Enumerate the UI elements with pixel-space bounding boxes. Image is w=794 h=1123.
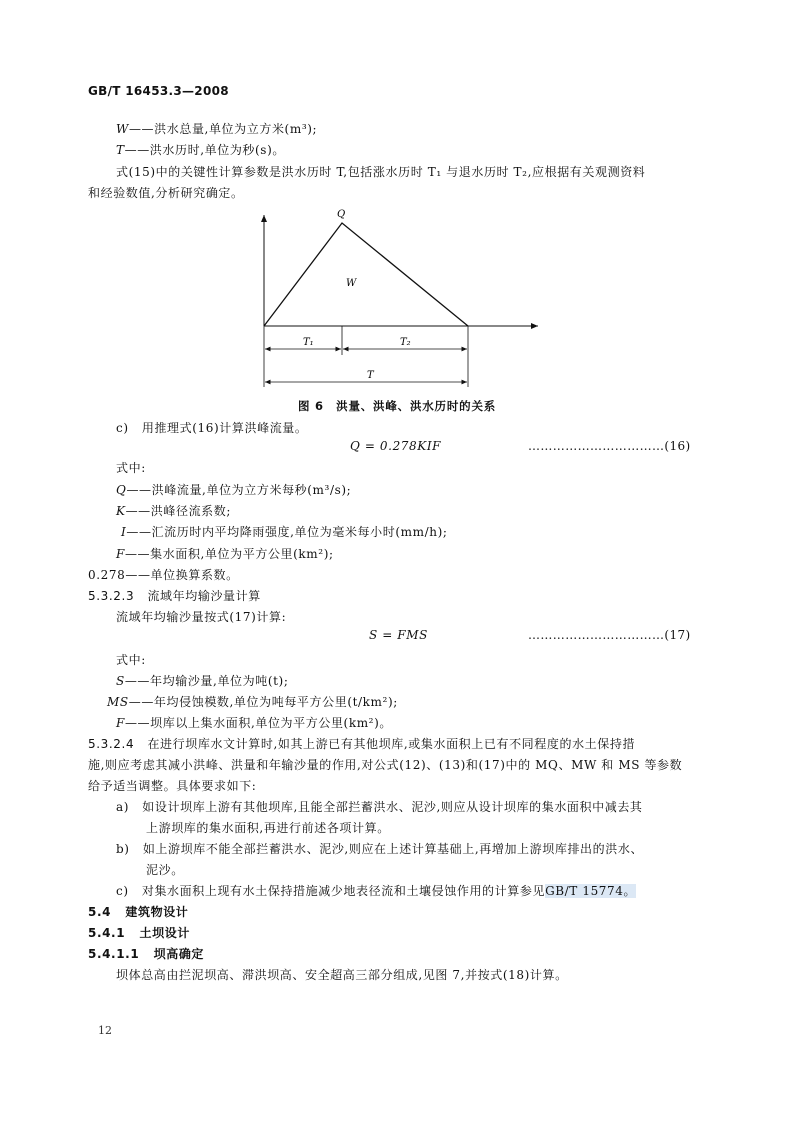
item-a [116, 799, 643, 815]
def-q [116, 482, 351, 498]
def-text: ——洪峰径流系数; [125, 504, 232, 518]
equation-17-text: S = FMS [369, 628, 428, 642]
def-text: ——集水面积,单位为平方公里(km²); [124, 547, 334, 561]
item-c-first [116, 420, 308, 436]
section-number: 5.3.2.4 [88, 737, 135, 751]
item-marker: a) [116, 800, 130, 814]
section-number: 5.4.1.1 [88, 947, 140, 961]
section-number: 5.3.2.3 [88, 589, 135, 603]
section-title: 建筑物设计 [125, 905, 189, 919]
paragraph-line: 和经验数值,分析研究确定。 [88, 186, 244, 200]
page-number: 12 [98, 1024, 112, 1037]
section-title: 土坝设计 [139, 926, 190, 940]
def-text: ——洪水历时,单位为秒(s)。 [124, 143, 285, 157]
equation-17-number: ……………………………(17) [528, 628, 691, 642]
item-b [116, 841, 643, 857]
label-t1: T₁ [303, 337, 314, 348]
def-s [116, 673, 288, 689]
def-t [116, 142, 285, 158]
where-label: 式中: [116, 653, 146, 667]
section-5-4-1 [88, 925, 190, 941]
paragraph-line: 流域年均输沙量按式(17)计算: [116, 610, 287, 624]
item-text: 如上游坝库不能全部拦蓄洪水、泥沙,则应在上述计算基础上,再增加上游坝库排出的洪水、 [142, 842, 644, 856]
def-text: ——汇流历时内平均降雨强度,单位为毫米每小时(mm/h); [126, 525, 448, 539]
def-k [116, 503, 231, 519]
item-b-continued: 泥沙。 [146, 863, 184, 877]
def-text: ——单位换算系数。 [125, 568, 239, 582]
section-5-4-1-1 [88, 946, 204, 962]
figure-caption: 图 6 洪量、洪峰、洪水历时的关系 [297, 399, 497, 413]
def-symbol: T [116, 143, 125, 157]
section-number: 5.4 [88, 905, 112, 919]
def-symbol: S [116, 674, 125, 688]
def-symbol: K [116, 504, 126, 518]
def-symbol: F [116, 716, 125, 730]
section-5-4 [88, 904, 188, 920]
equation-16-number: ……………………………(16) [528, 439, 691, 453]
equation-16: Q = 0.278KIF [350, 439, 442, 453]
section-title: 流域年均输沙量计算 [147, 589, 261, 603]
item-marker: b) [116, 842, 130, 856]
def-f2 [116, 715, 392, 731]
def-ms [107, 694, 398, 710]
def-coefficient [88, 567, 239, 583]
standard-code: GB/T 16453.3—2008 [88, 84, 229, 98]
item-marker: c) [116, 884, 129, 898]
def-symbol: Q [116, 483, 127, 497]
def-symbol: F [116, 547, 125, 561]
item-text: 对集水面积上现有水土保持措施减少地表径流和土壤侵蚀作用的计算参见 [141, 884, 546, 898]
paragraph-line: 式(15)中的关键性计算参数是洪水历时 T,包括涨水历时 T₁ 与退水历时 T₂,应根据有关观测资料 [116, 165, 646, 179]
def-text: ——年均侵蚀模数,单位为吨每平方公里(t/km²); [128, 695, 398, 709]
def-i [121, 524, 448, 540]
item-a-continued: 上游坝库的集水面积,再进行前述各项计算。 [146, 821, 390, 835]
def-text: ——坝库以上集水面积,单位为平方公里(km²)。 [124, 716, 392, 730]
where-label: 式中: [116, 461, 146, 475]
item-text: 用推理式(16)计算洪峰流量。 [141, 421, 308, 435]
label-t2: T₂ [400, 337, 411, 348]
figure-6-diagram [250, 205, 550, 395]
def-w [116, 121, 317, 137]
equation-17 [369, 628, 428, 642]
paragraph-line: 施,则应考虑其减小洪峰、洪量和年输沙量的作用,对公式(12)、(13)和(17)中的 MQ、MW 和 MS 等参数 [88, 758, 683, 772]
section-title: 坝高确定 [153, 947, 205, 961]
item-marker: c) [116, 421, 129, 435]
item-c [116, 883, 636, 899]
section-5-3-2-3 [88, 588, 261, 604]
label-q: Q [337, 209, 346, 220]
def-symbol: MS [107, 695, 129, 709]
def-symbol: W [116, 122, 129, 136]
paragraph-text: 在进行坝库水文计算时,如其上游已有其他坝库,或集水面积上已有不同程度的水土保持措 [147, 737, 636, 751]
paragraph-line: 坝体总高由拦泥坝高、滞洪坝高、安全超高三部分组成,见图 7,并按式(18)计算。 [116, 968, 568, 982]
paragraph-line: 给予适当调整。具体要求如下: [88, 779, 257, 793]
def-text: ——洪峰流量,单位为立方米每秒(m³/s); [126, 483, 352, 497]
item-text: 如设计坝库上游有其他坝库,且能全部拦蓄洪水、泥沙,则应从设计坝库的集水面积中减去其 [142, 800, 643, 814]
section-number: 5.4.1 [88, 926, 126, 940]
label-w: W [346, 278, 357, 289]
section-5-3-2-4 [88, 736, 635, 752]
def-symbol: 0.278 [88, 568, 126, 582]
def-f [116, 546, 334, 562]
def-symbol: I [121, 525, 127, 539]
label-t: T [367, 370, 374, 381]
standard-reference-link[interactable]: GB/T 15774。 [545, 884, 637, 898]
def-text: ——年均输沙量,单位为吨(t); [124, 674, 289, 688]
def-text: ——洪水总量,单位为立方米(m³); [128, 122, 318, 136]
hydrograph-triangle [264, 223, 468, 326]
